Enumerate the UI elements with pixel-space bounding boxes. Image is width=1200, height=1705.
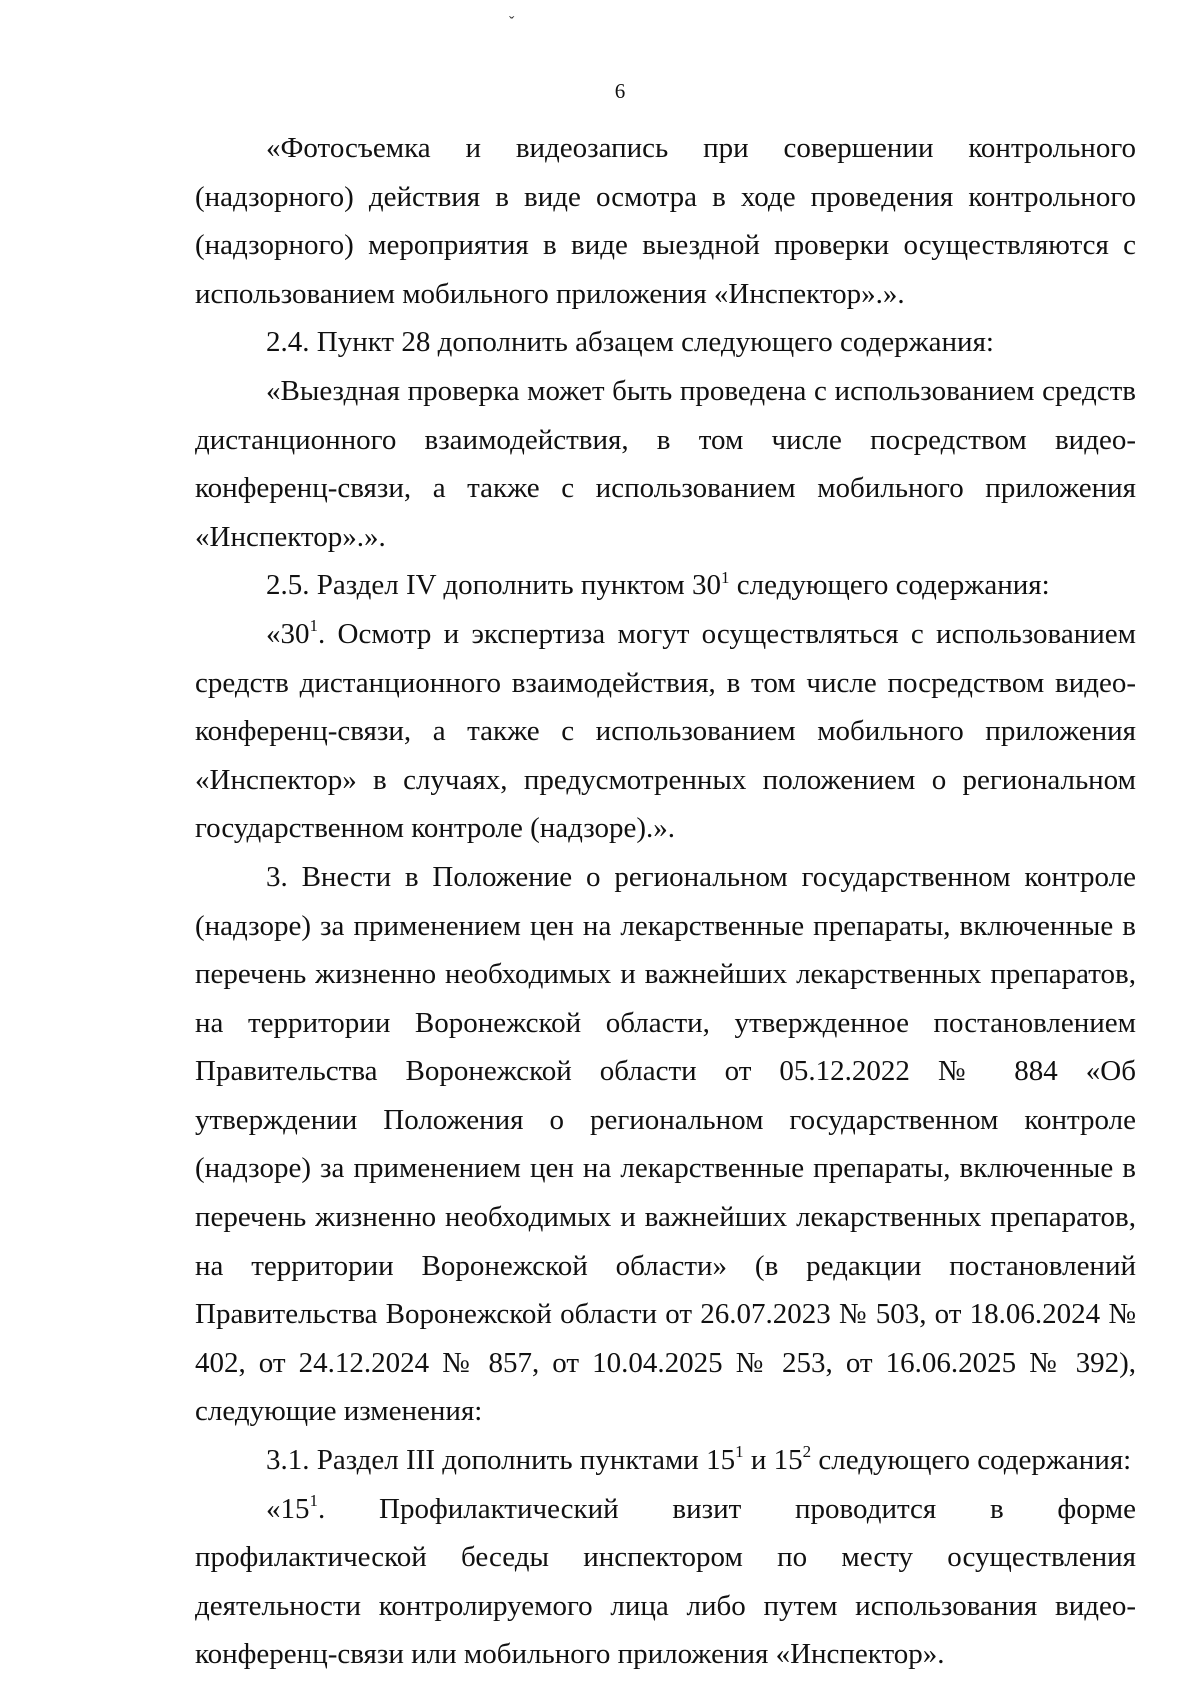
superscript-index: 1 [735,1442,744,1462]
paragraph-item-30-1-start: «30 [266,617,310,650]
document-body [195,124,1136,1679]
paragraph-photo-video: «Фотосъемка и видеозапись при совершении контрольного (надзорного) действия в виде осмотра в ходе проведения контрольного (надзорного) мероприятия в виде выездной проверки осуществляются с использованием мобильного приложения «Инспектор».». [195,132,1136,310]
paragraph-3-amendments: 3. Внести в Положение о региональном государственном контроле (надзоре) за применением цен на лекарственные препараты, включенные в перечень жизненно необходимых и важнейших лекарственных препаратов, на территории Воронежской области, утвержденное постановлением Правительства Воронежской области от 05.12.2022 № 884 «Об утверждении Положения о региональном государственном контроле (надзоре) за применением цен на лекарственные препараты, включенные в перечень жизненно необходимых и важнейших лекарственных препаратов, на территории Воронежской области» (в редакции постановлений Правительства Воронежской области от 26.07.2023 № 503, от 18.06.2024 № 402, от 24.12.2024 № 857, от 10.04.2025 № 253, от 16.06.2025 № 392), следующие изменения: [195,860,1136,1428]
paragraph-2-4: 2.4. Пункт 28 дополнить абзацем следующего содержания: [266,326,994,359]
paragraph-item-15-1 [195,1485,1136,1679]
superscript-index: 1 [309,1490,318,1510]
paragraph-3-1 [195,1436,1136,1485]
paragraph-item-30-1-end: . Осмотр и экспертиза могут осуществляться с использованием средств дистанционного взаимодействия, в том числе посредством видео-конференц-связи, а также с использованием мобильного приложения «Инспектор» в случаях, предусмотренных положением о региональном государственном контроле (надзоре).». [195,617,1136,845]
paragraph-field-inspection: «Выездная проверка может быть проведена с использованием средств дистанционного взаимодействия, в том числе посредством видео-конференц-связи, а также с использованием мобильного приложения «Инспектор».». [195,374,1136,553]
paragraph-item-15-1-end: . Профилактический визит проводится в форме профилактической беседы инспектором по месту осуществления деятельности контролируемого лица либо путем использования видео-конференц-связи или мобильного приложения «Инспектор». [195,1492,1136,1671]
page-number: 6 [614,79,626,103]
paragraph-3-1-start: 3.1. Раздел III дополнить пунктами 15 [266,1444,736,1477]
superscript-index: 1 [309,616,318,636]
scan-artifact-mark: ˇ [509,14,515,31]
paragraph-item-15-1-start: «15 [266,1492,310,1525]
paragraph-3-1-end: следующего содержания: [811,1444,1132,1477]
paragraph-item-30-1 [195,610,1136,853]
paragraph-3-1-middle: и 15 [743,1444,803,1477]
paragraph-2-5-text-end: следующего содержания: [729,569,1050,602]
superscript-index: 2 [802,1442,812,1462]
superscript-index: 1 [721,567,730,587]
paragraph-2-5 [195,561,1136,610]
paragraph-2-5-text-start: 2.5. Раздел IV дополнить пунктом 30 [266,569,721,602]
